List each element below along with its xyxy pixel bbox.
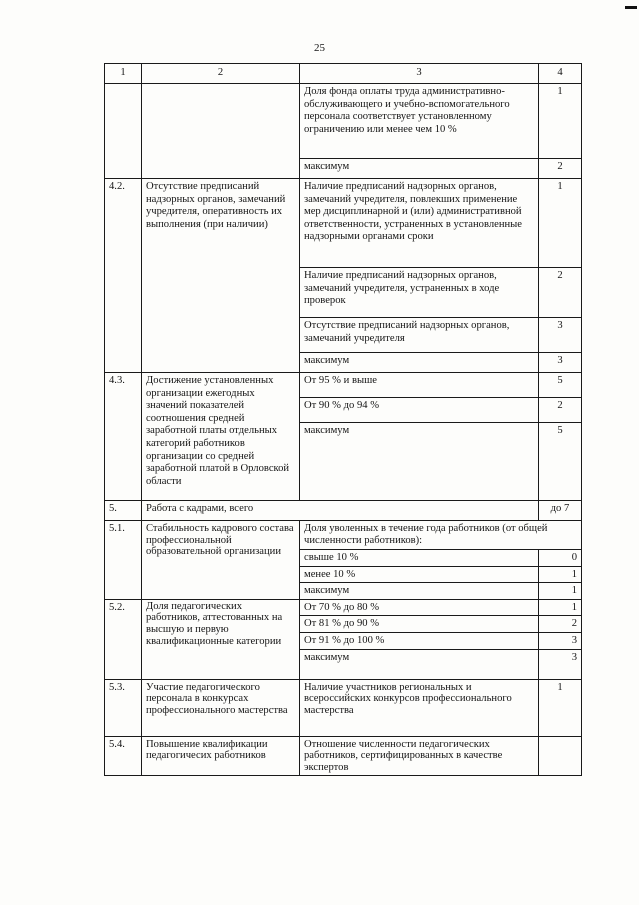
criterion-cell: максимум bbox=[300, 583, 539, 600]
table-header-row bbox=[105, 64, 582, 84]
score-cell: 5 bbox=[539, 423, 582, 501]
criterion-cell: максимум bbox=[300, 649, 539, 679]
criterion-cell: От 90 % до 94 % bbox=[300, 398, 539, 423]
criterion-cell: менее 10 % bbox=[300, 566, 539, 583]
table-row bbox=[105, 84, 582, 159]
section-number: 5.1. bbox=[105, 521, 142, 600]
criterion-cell: Отсутствие предписаний надзорных органов, замечаний учредителя bbox=[300, 318, 539, 353]
section-title: Работа с кадрами, всего bbox=[142, 501, 539, 521]
criterion-cell: От 70 % до 80 % bbox=[300, 599, 539, 616]
header-col-4: 4 bbox=[539, 64, 582, 84]
section-number: 5.4. bbox=[105, 736, 142, 776]
score-cell bbox=[539, 736, 582, 776]
score-cell: 1 bbox=[539, 566, 582, 583]
table-row bbox=[105, 521, 582, 550]
table-row bbox=[105, 373, 582, 398]
score-cell: 5 bbox=[539, 373, 582, 398]
table-row bbox=[105, 679, 582, 736]
criterion-cell: Доля фонда оплаты труда административно-обслуживающего и учебно-вспомогательного персонала соответствует установленному ограничению или менее чем 10 % bbox=[300, 84, 539, 159]
score-cell: до 7 bbox=[539, 501, 582, 521]
header-col-3: 3 bbox=[300, 64, 539, 84]
section-title: Повышение квалификации педагогичесих работников bbox=[142, 736, 300, 776]
criterion-cell: Наличие предписаний надзорных органов, замечаний учредителя, повлекших применение мер дисциплинарной и (или) административной ответственности, устраненных в установленные надзорными органами сроки bbox=[300, 179, 539, 268]
score-cell: 1 bbox=[539, 179, 582, 268]
table-row bbox=[105, 179, 582, 268]
criterion-cell: От 95 % и выше bbox=[300, 373, 539, 398]
score-cell: 3 bbox=[539, 318, 582, 353]
score-cell: 2 bbox=[539, 159, 582, 179]
criterion-lead: Доля уволенных в течение года работников (от общей численности работников): bbox=[300, 521, 582, 550]
criterion-cell: максимум bbox=[300, 353, 539, 373]
section-number: 5.2. bbox=[105, 599, 142, 679]
section-title: Участие педагогического персонала в конкурсах профессионального мастерства bbox=[142, 679, 300, 736]
section-title: Отсутствие предписаний надзорных органов, замечаний учредителя, оперативность их выполнения (при наличии) bbox=[142, 179, 300, 373]
score-cell: 0 bbox=[539, 550, 582, 567]
score-cell: 3 bbox=[539, 632, 582, 649]
score-cell: 1 bbox=[539, 679, 582, 736]
criterion-cell: максимум bbox=[300, 159, 539, 179]
section-number: 5.3. bbox=[105, 679, 142, 736]
section-number: 4.2. bbox=[105, 179, 142, 373]
score-cell: 1 bbox=[539, 84, 582, 159]
section-title: Доля педагогических работников, аттестованных на высшую и первую квалификационные категории bbox=[142, 599, 300, 679]
score-cell: 3 bbox=[539, 353, 582, 373]
score-cell: 3 bbox=[539, 649, 582, 679]
criterion-cell: Отношение численности педагогических работников, сертифицированных в качестве экспертов bbox=[300, 736, 539, 776]
score-cell: 1 bbox=[539, 599, 582, 616]
section-title: Достижение установленных организации ежегодных значений показателей соотношения средней заработной платы отдельных категорий работников организации со средней заработной платой в Орловской области bbox=[142, 373, 300, 501]
criterion-cell: От 91 % до 100 % bbox=[300, 632, 539, 649]
criterion-cell: От 81 % до 90 % bbox=[300, 616, 539, 633]
header-col-2: 2 bbox=[142, 64, 300, 84]
table-row bbox=[105, 599, 582, 616]
section-number: 4.3. bbox=[105, 373, 142, 501]
criterion-cell: Наличие участников региональных и всероссийских конкурсов профессионального мастерства bbox=[300, 679, 539, 736]
criterion-cell: свыше 10 % bbox=[300, 550, 539, 567]
section-number: 5. bbox=[105, 501, 142, 521]
score-cell: 2 bbox=[539, 398, 582, 423]
header-col-1: 1 bbox=[105, 64, 142, 84]
table-row bbox=[105, 501, 582, 521]
criterion-cell: максимум bbox=[300, 423, 539, 501]
section-title: Стабильность кадрового состава профессиональной образовательной организации bbox=[142, 521, 300, 600]
page-number: 25 bbox=[314, 42, 325, 54]
score-cell: 2 bbox=[539, 268, 582, 318]
corner-mark bbox=[625, 6, 637, 9]
score-cell: 2 bbox=[539, 616, 582, 633]
table-row bbox=[105, 736, 582, 776]
criteria-table bbox=[104, 63, 582, 776]
score-cell: 1 bbox=[539, 583, 582, 600]
criterion-cell: Наличие предписаний надзорных органов, замечаний учредителя, устраненных в ходе проверок bbox=[300, 268, 539, 318]
